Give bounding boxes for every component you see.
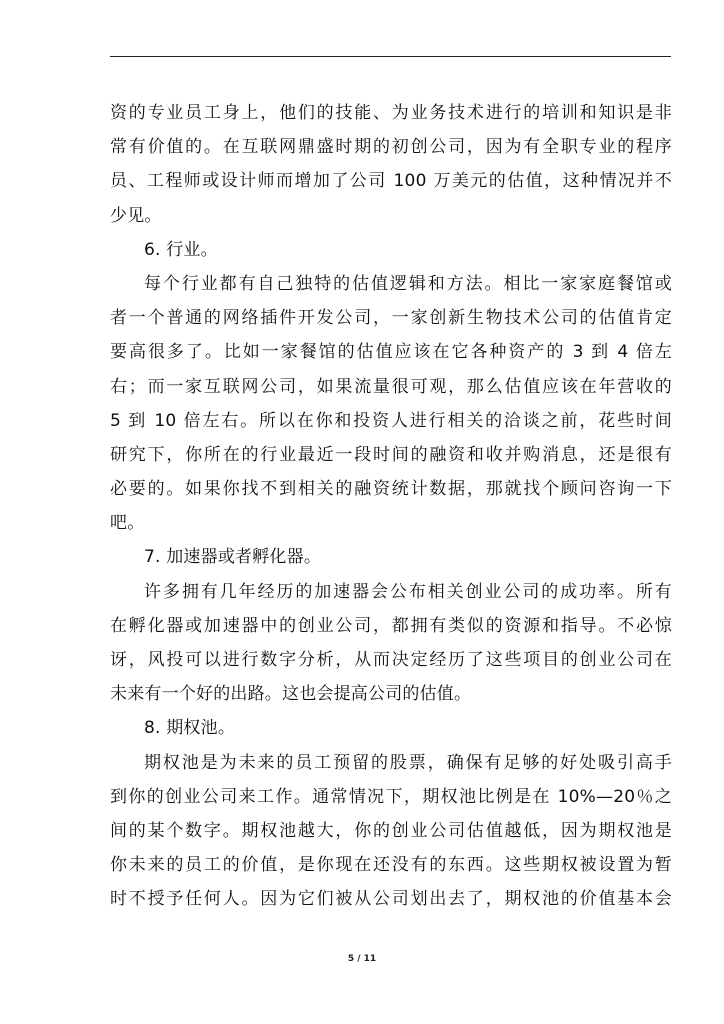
text-line-23: 你未来的员工的价值，是你现在还没有的东西。这些期权被设置为暂 <box>110 855 672 876</box>
text-line-22: 间的某个数字。期权池越大，你的创业公司估值越低，因为期权池是 <box>110 820 672 841</box>
text-line-17: 讶，风投可以进行数字分析，从而决定经历了这些项目的创业公司在 <box>110 650 672 670</box>
text-line-3: 员、工程师或设计师而增加了公司 100 万美元的估值，这种情况并不 <box>110 171 672 192</box>
text-line-20: 期权池是为未来的员工预留的股票，确保有足够的好处吸引高手 <box>144 752 672 773</box>
text-line-1: 资的专业员工身上，他们的技能、为业务技术进行的培训和知识是非 <box>110 103 672 123</box>
text-line-16: 在孵化器或加速器中的创业公司，都拥有类似的资源和指导。不必惊 <box>110 615 672 636</box>
text-line-24: 时不授予任何人。因为它们被从公司划出去了，期权池的价值基本会 <box>110 889 672 910</box>
text-line-21: 到你的创业公司来工作。通常情况下，期权池比例是在 10%—20％之 <box>110 786 672 807</box>
text-line-6: 每个行业都有自己独特的估值逻辑和方法。相比一家家庭餐馆或 <box>144 273 672 294</box>
text-line-2: 常有价值的。在互联网鼎盛时期的初创公司，因为有全职专业的程序 <box>110 137 672 158</box>
text-line-7: 者一个普通的网络插件开发公司，一家创新生物技术公司的估值肯定 <box>110 308 672 329</box>
section-heading-option-pool: 8. 期权池。 <box>144 718 236 739</box>
document-body <box>110 96 672 917</box>
text-line-12: 必要的。如果你找不到相关的融资统计数据，那就找个顾问咨询一下 <box>110 479 672 500</box>
text-line-15: 许多拥有几年经历的加速器会公布相关创业公司的成功率。所有 <box>144 581 672 602</box>
text-line-4: 少见。 <box>110 205 162 226</box>
text-line-13: 吧。 <box>110 513 145 534</box>
header-rule <box>110 56 671 57</box>
section-heading-industry: 6. 行业。 <box>144 239 218 260</box>
section-heading-accelerator: 7. 加速器或者孵化器。 <box>144 547 322 568</box>
text-line-10: 5 到 10 倍左右。所以在你和投资人进行相关的洽谈之前，花些时间 <box>110 410 672 431</box>
page-number: 5 / 11 <box>347 954 377 964</box>
text-line-8: 要高很多了。比如一家餐馆的估值应该在它各种资产的 3 到 4 倍左 <box>110 342 672 363</box>
text-line-18: 未来有一个好的出路。这也会提高公司的估值。 <box>110 684 472 705</box>
text-line-9: 右；而一家互联网公司，如果流量很可观，那么估值应该在年营收的 <box>110 376 672 397</box>
text-line-11: 研究下，你所在的行业最近一段时间的融资和收并购消息，还是很有 <box>110 444 672 465</box>
